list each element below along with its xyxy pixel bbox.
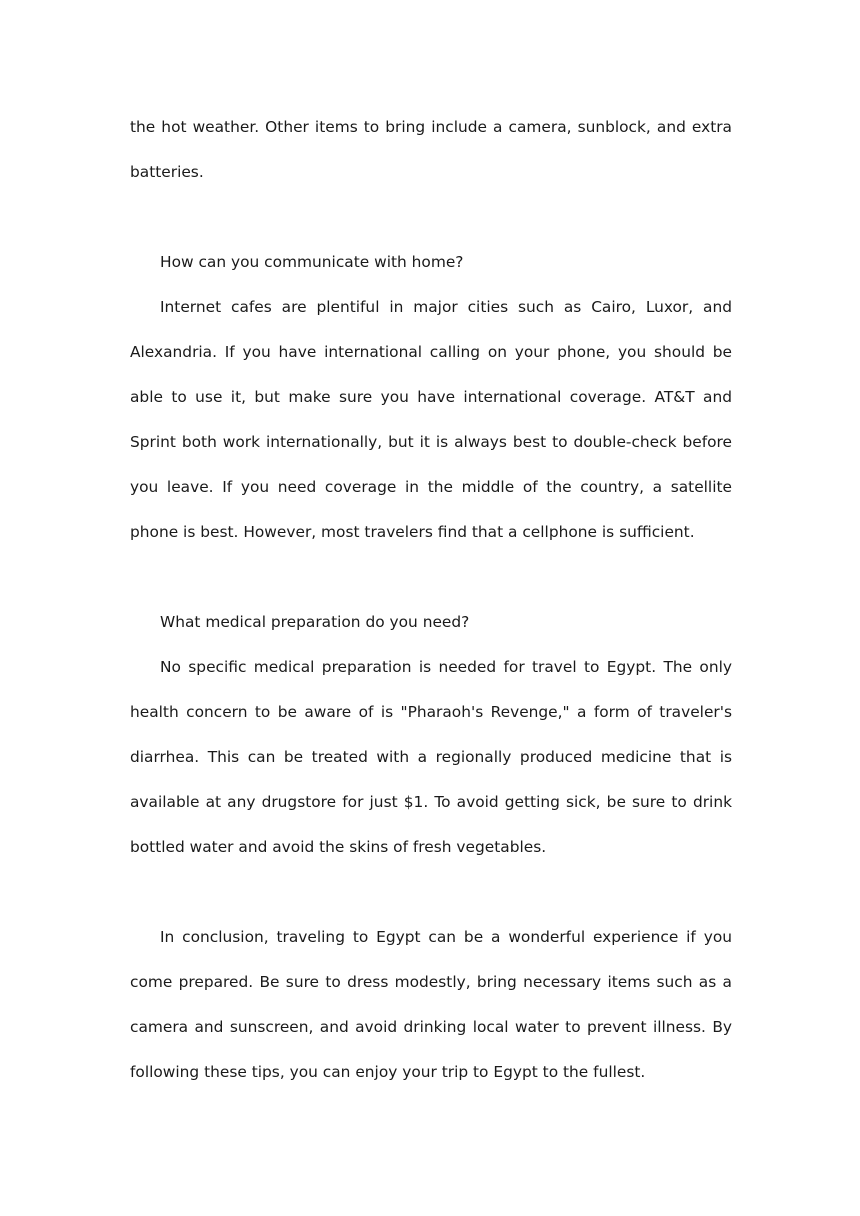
paragraph-continuation: the hot weather. Other items to bring include a camera, sunblock, and extra batteries.	[130, 118, 732, 181]
paragraph-conclusion: In conclusion, traveling to Egypt can be a wonderful experience if you come prepared. Be sure to dress modestly, bring necessary items such as a camera and sunscreen, and avoid drinking local water to prevent illness. By following these tips, you can enjoy your trip to Egypt to the fullest.	[130, 928, 732, 1081]
section-heading-communication: How can you communicate with home?	[160, 253, 464, 271]
paragraph-communication: Internet cafes are plentiful in major cities such as Cairo, Luxor, and Alexandria. If you have international calling on your phone, you should be able to use it, but make sure you have international coverage. AT&T and Sprint both work internationally, but it is always best to double-check before you leave. If you need coverage in the middle of the country, a satellite phone is best. However, most travelers find that a cellphone is sufficient.	[130, 298, 732, 541]
document-page	[130, 105, 732, 1095]
paragraph-medical: No specific medical preparation is needed for travel to Egypt. The only health concern to be aware of is "Pharaoh's Revenge," a form of traveler's diarrhea. This can be treated with a regionally produced medicine that is available at any drugstore for just $1. To avoid getting sick, be sure to drink bottled water and avoid the skins of fresh vegetables.	[130, 658, 732, 856]
section-heading-medical: What medical preparation do you need?	[160, 613, 470, 631]
